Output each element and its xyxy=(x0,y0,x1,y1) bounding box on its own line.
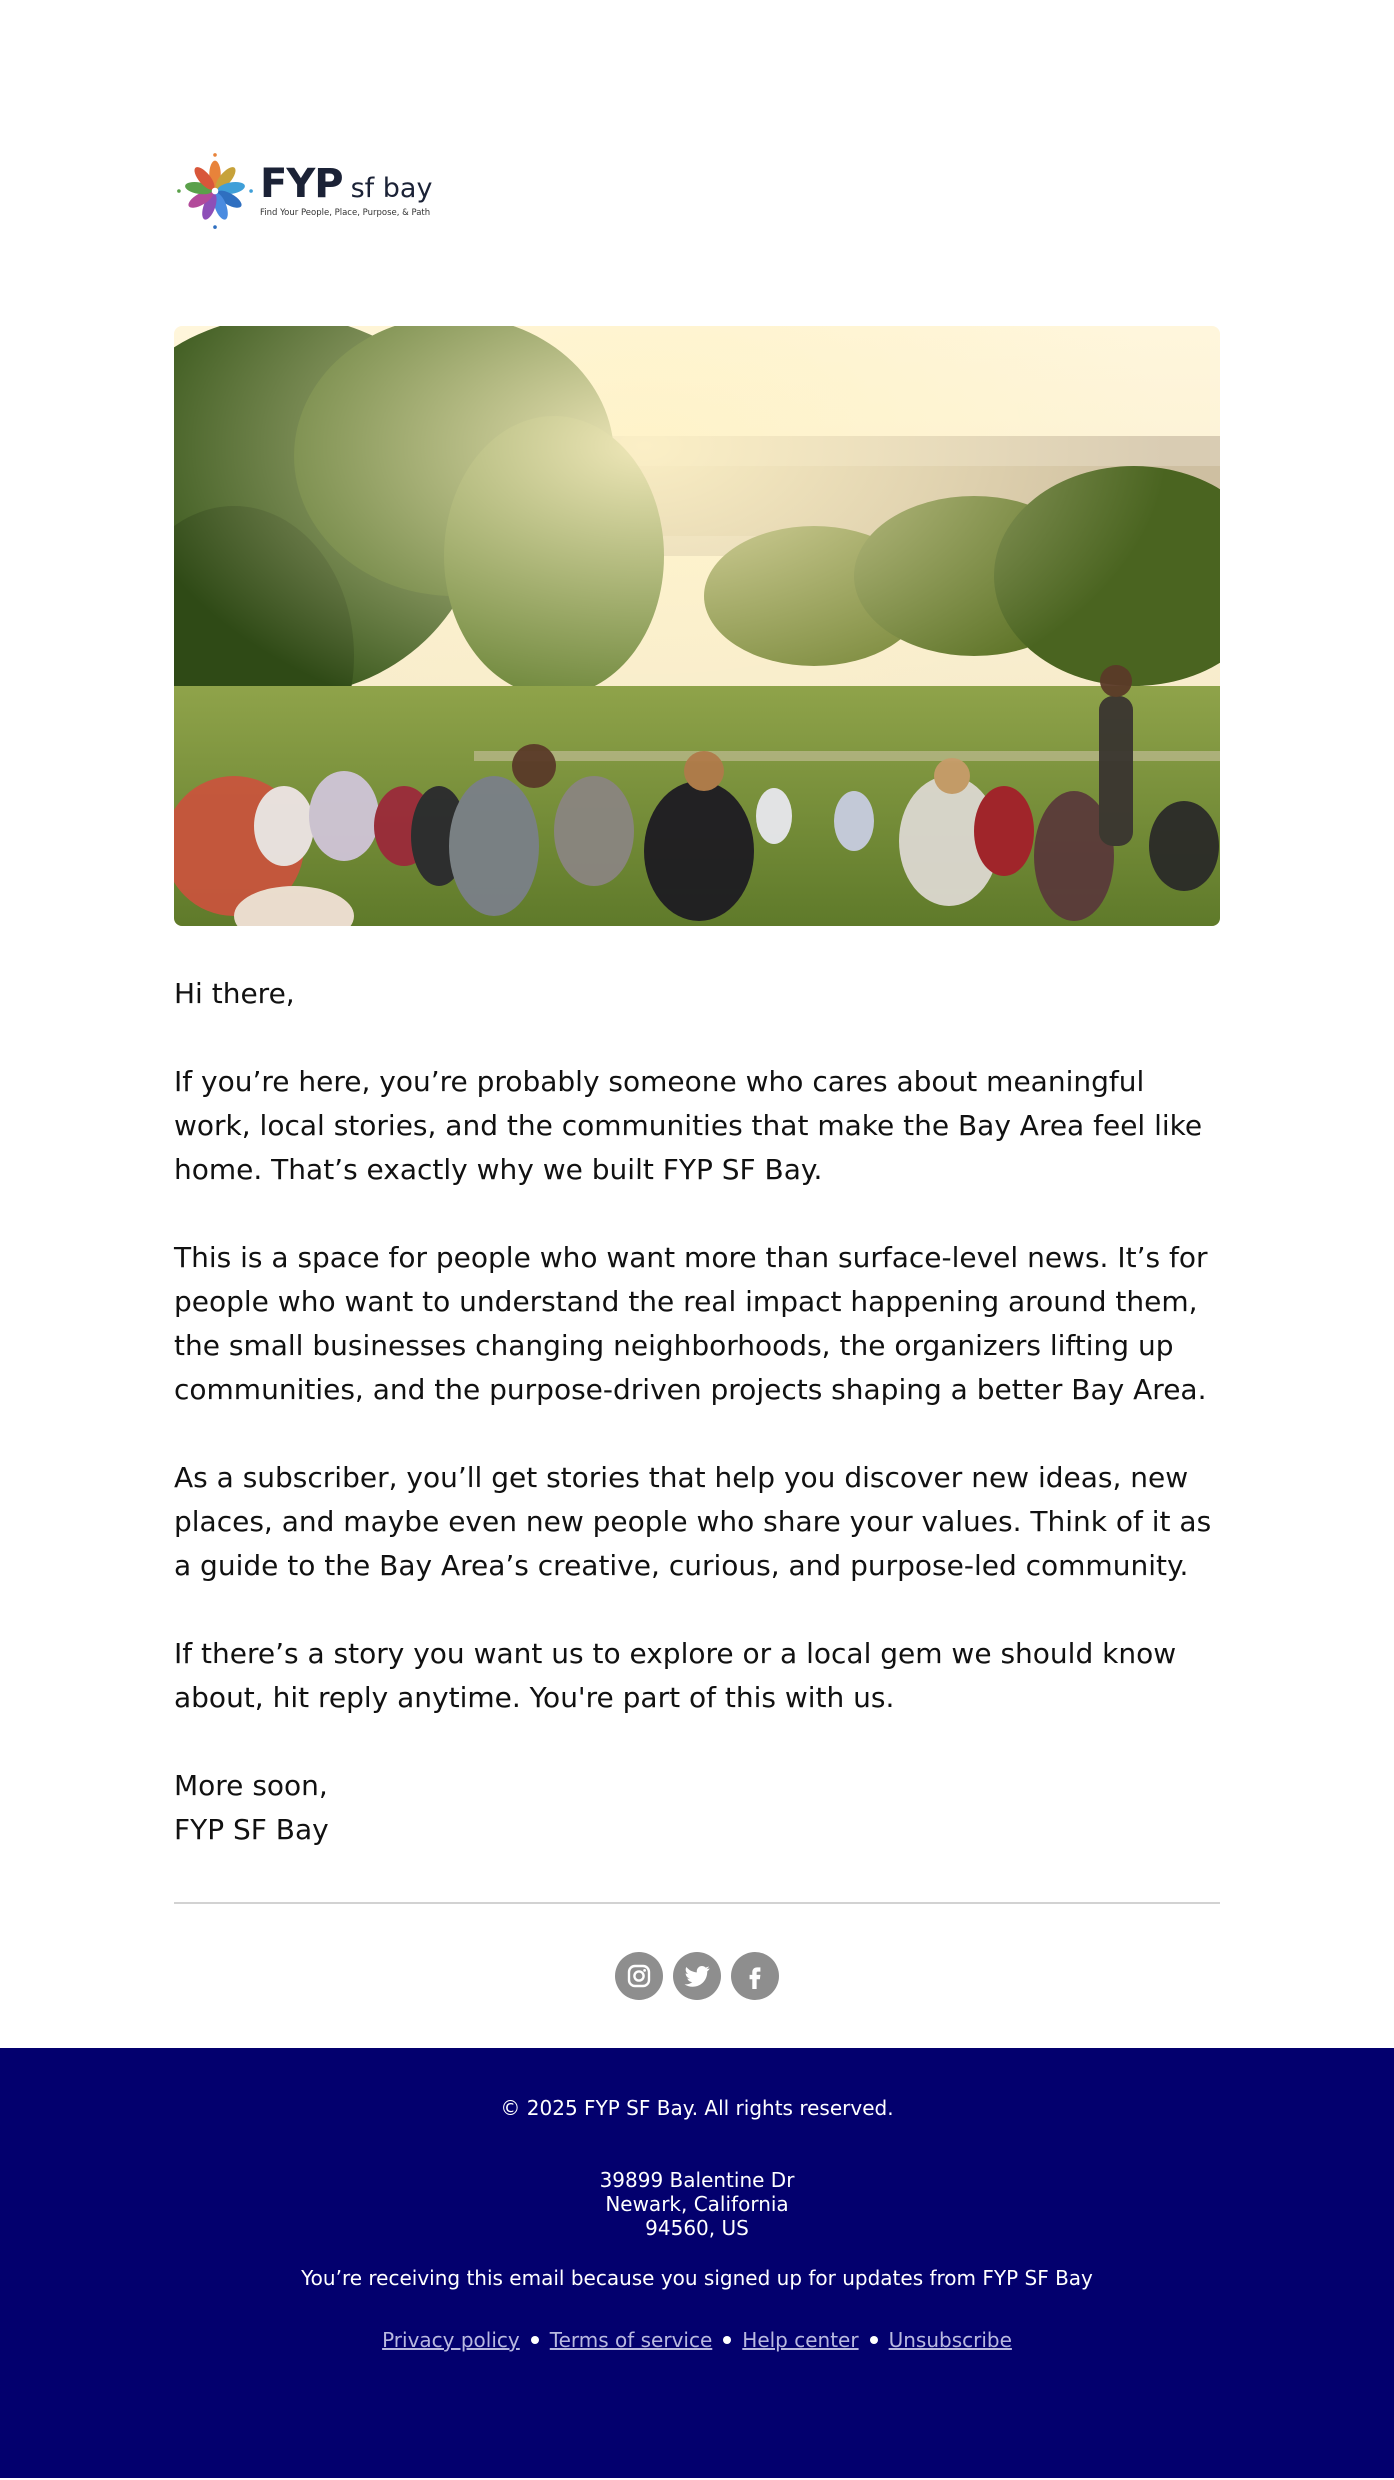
paragraph-2: This is a space for people who want more than surface-level news. It’s for people who want to understand the real impact happening around them, the small businesses changing neighborhoods, the organizers lifting up communities, and the purpose-driven projects shaping a better Bay Area. xyxy=(174,1241,1208,1406)
footer xyxy=(0,2048,1394,2478)
link-separator xyxy=(723,2336,731,2344)
twitter-icon xyxy=(682,1961,712,1991)
help-center-link[interactable]: Help center xyxy=(742,2328,859,2352)
signoff: More soon, xyxy=(174,1769,328,1802)
email-body xyxy=(174,972,1220,1852)
hero-image xyxy=(174,326,1220,926)
paragraph-3: As a subscriber, you’ll get stories that help you discover new ideas, new places, and maybe even new people who share your values. Think of it as a guide to the Bay Area’s creative, curious, and purpose-led community. xyxy=(174,1461,1212,1582)
brand-logo[interactable] xyxy=(174,150,444,232)
facebook-icon xyxy=(742,1961,768,1991)
greeting: Hi there, xyxy=(174,977,295,1010)
address-line-2: Newark, California xyxy=(605,2192,789,2216)
logo-tagline: Find Your People, Place, Purpose, & Path xyxy=(260,208,431,218)
twitter-button[interactable] xyxy=(673,1952,721,2000)
logo-name: FYP xyxy=(260,161,343,207)
address-line-3: 94560, US xyxy=(645,2216,749,2240)
park-crowd-photo xyxy=(174,326,1220,926)
social-links xyxy=(174,1952,1220,2000)
mailing-address xyxy=(0,2168,1394,2240)
address-line-1: 39899 Balentine Dr xyxy=(599,2168,795,2192)
link-separator xyxy=(531,2336,539,2344)
copyright: © 2025 FYP SF Bay. All rights reserved. xyxy=(500,2096,894,2120)
paragraph-4: If there’s a story you want us to explore or a local gem we should know about, hit reply anytime. You're part of this with us. xyxy=(174,1637,1177,1714)
flower-logo-icon xyxy=(174,150,256,232)
subscription-reason: You’re receiving this email because you signed up for updates from FYP SF Bay xyxy=(301,2266,1093,2290)
privacy-policy-link[interactable]: Privacy policy xyxy=(382,2328,520,2352)
footer-links xyxy=(0,2328,1394,2352)
paragraph-1: If you’re here, you’re probably someone who cares about meaningful work, local stories, and the communities that make the Bay Area feel like home. That’s exactly why we built FYP SF Bay. xyxy=(174,1065,1203,1186)
instagram-icon xyxy=(625,1962,653,1990)
terms-of-service-link[interactable]: Terms of service xyxy=(549,2328,713,2352)
logo-sub: sf bay xyxy=(350,173,433,204)
link-separator xyxy=(870,2336,878,2344)
facebook-button[interactable] xyxy=(731,1952,779,2000)
unsubscribe-link[interactable]: Unsubscribe xyxy=(888,2328,1012,2352)
signature: FYP SF Bay xyxy=(174,1813,329,1846)
instagram-button[interactable] xyxy=(615,1952,663,2000)
divider xyxy=(174,1902,1220,1904)
